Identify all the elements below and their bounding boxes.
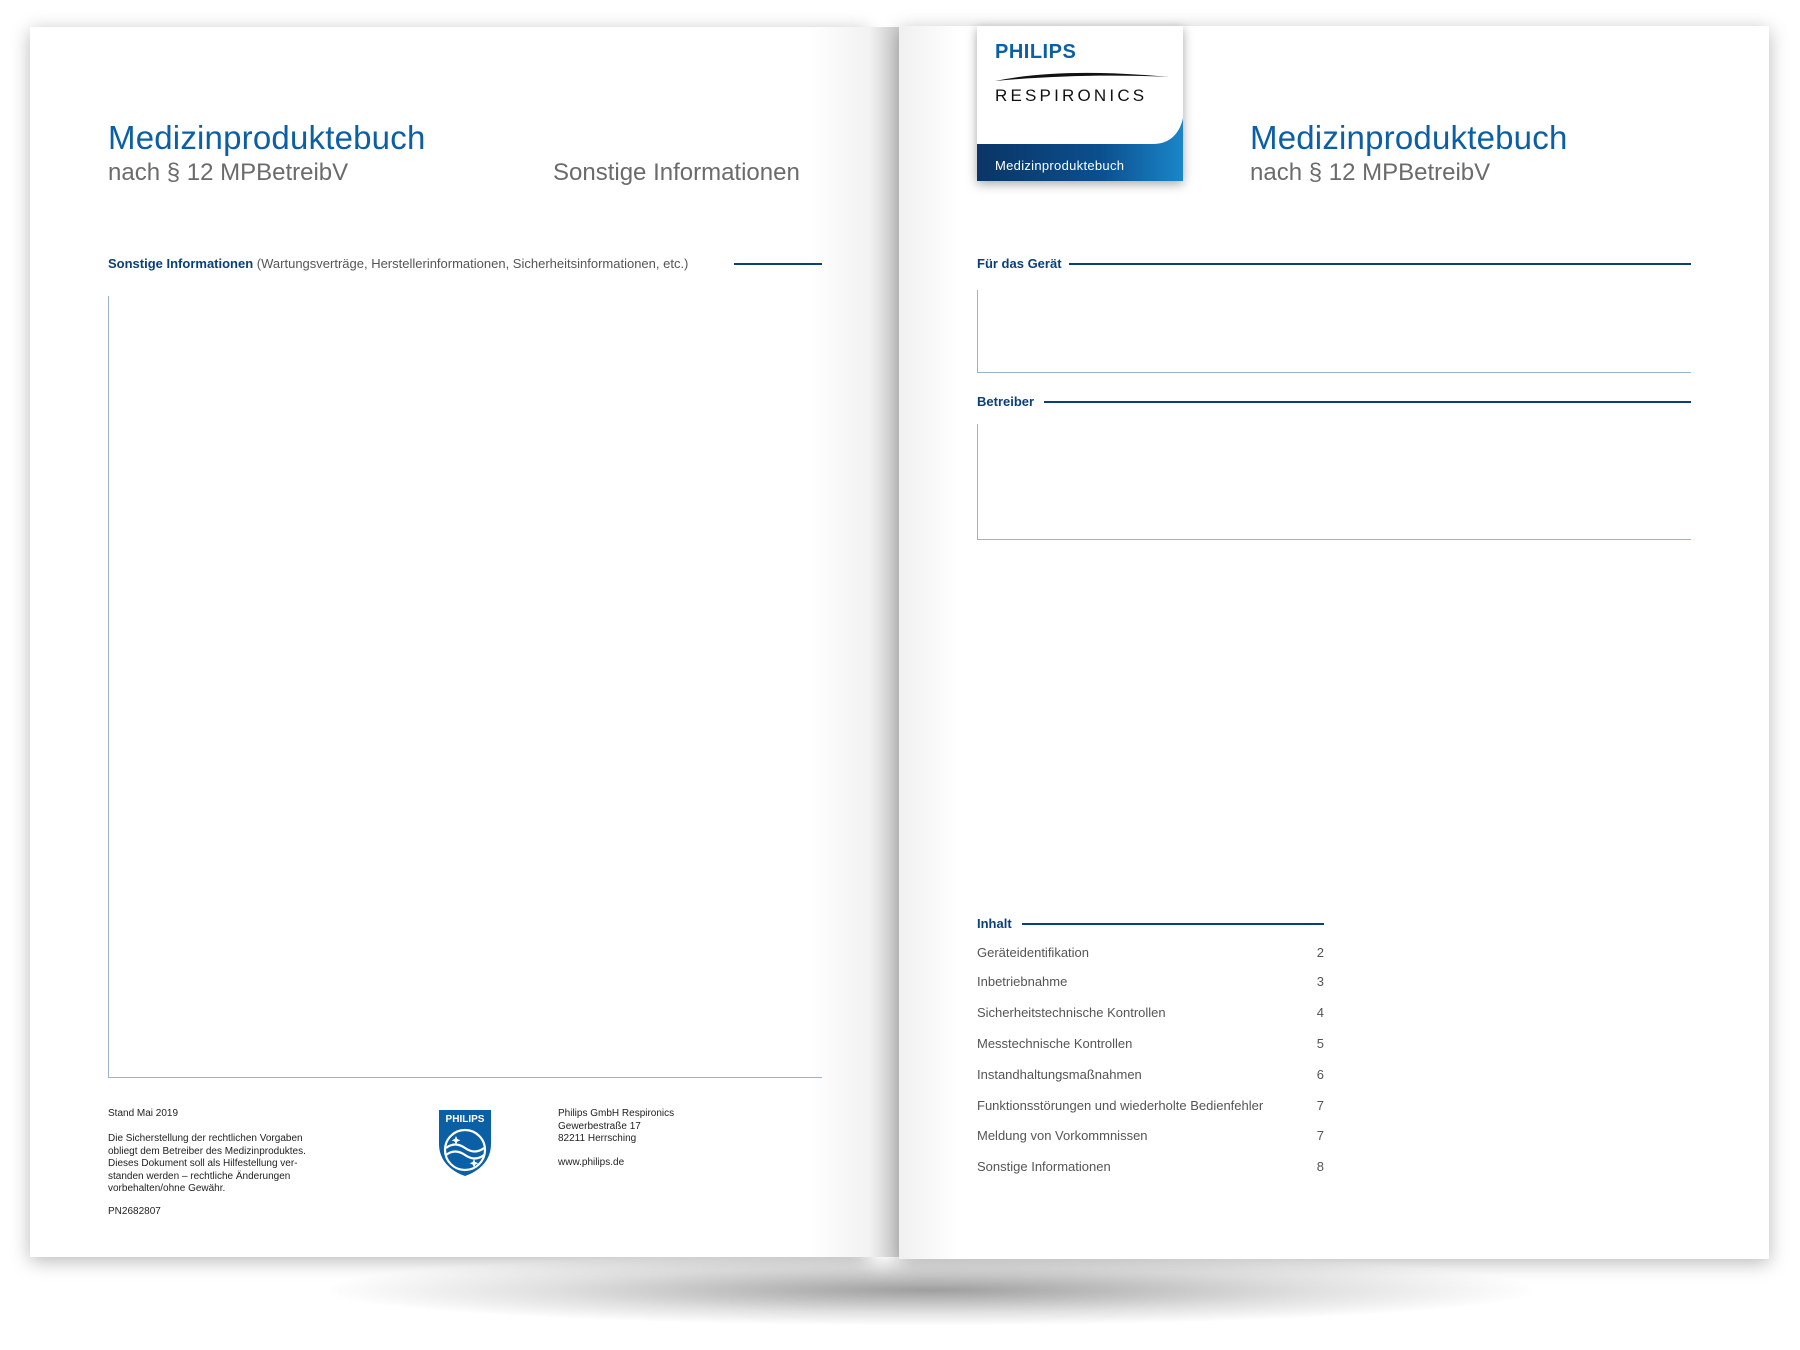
toc-item-sonstige-informationen[interactable]: [977, 1159, 1324, 1174]
other-info-heading-note: (Wartungsverträge, Herstellerinformationen, Sicherheitsinformationen, etc.): [256, 256, 689, 271]
device-heading: Für das Gerät: [977, 256, 1062, 271]
company-line: Gewerbestraße 17: [558, 1120, 641, 1132]
other-info-field[interactable]: [108, 296, 822, 1078]
toc-item-label: Instandhaltungsmaßnahmen: [977, 1067, 1142, 1082]
philips-shield-logo: [437, 1108, 493, 1178]
toc-item-page: 7: [1316, 1098, 1324, 1113]
toc-item-meldung-von-vorkommnissen[interactable]: [977, 1128, 1324, 1143]
toc-item-label: Sonstige Informationen: [977, 1159, 1111, 1174]
toc-heading-rule: [1022, 923, 1324, 925]
toc-item-page: 3: [1316, 974, 1324, 989]
other-info-heading-rule: [734, 263, 822, 265]
toc-item-messtechnische-kontrollen[interactable]: [977, 1036, 1324, 1051]
operator-field[interactable]: [977, 424, 1691, 540]
disclaimer-line: standen werden – rechtliche Änderungen: [108, 1170, 291, 1182]
toc-item-instandhaltungsmassnahmen[interactable]: [977, 1067, 1324, 1082]
brand-tile-band-label: Medizinproduktebuch: [995, 158, 1125, 173]
disclaimer-line: Dieses Dokument soll als Hilfestellung ver-: [108, 1158, 298, 1169]
footer-company-address: [558, 1108, 674, 1146]
toc-item-sicherheitstechnische-kontrollen[interactable]: [977, 1005, 1324, 1020]
footer-part-number: PN2682807: [108, 1206, 161, 1217]
device-heading-rule: [1069, 263, 1691, 265]
toc-heading: Inhalt: [977, 916, 1012, 931]
toc-item-label: Messtechnische Kontrollen: [977, 1036, 1133, 1051]
respironics-swoosh-icon: [993, 70, 1171, 84]
disclaimer-line: vorbehalten/ohne Gewähr.: [108, 1183, 226, 1194]
disclaimer-line: obliegt dem Betreiber des Medizinproduktes.: [108, 1145, 306, 1157]
operator-heading: Betreiber: [977, 394, 1035, 409]
left-page-title: Medizinproduktebuch: [108, 119, 426, 156]
other-info-heading: [108, 256, 688, 271]
toc-item-label: Geräteidentifikation: [977, 945, 1090, 960]
footer-date: Stand Mai 2019: [108, 1108, 179, 1119]
toc-item-page: 5: [1316, 1036, 1324, 1051]
toc-item-label: Inbetriebnahme: [977, 974, 1068, 989]
footer-website-link[interactable]: www.philips.de: [558, 1157, 625, 1168]
company-line: Philips GmbH Respironics: [558, 1108, 675, 1119]
philips-shield-wordmark: PHILIPS: [445, 1114, 485, 1125]
right-page-title: Medizinproduktebuch: [1250, 119, 1568, 156]
booklet-floor-shadow: [330, 1255, 1530, 1325]
toc-item-page: 7: [1316, 1128, 1324, 1143]
toc-item-label: Funktionsstörungen und wiederholte Bedienfehler: [977, 1098, 1264, 1113]
company-line: 82211 Herrsching: [558, 1133, 637, 1144]
left-page-section-title: Sonstige Informationen: [553, 159, 800, 186]
booklet-spine: [868, 27, 899, 1257]
toc-item-geraeteidentifikation[interactable]: [977, 945, 1324, 960]
toc-item-inbetriebnahme[interactable]: [977, 974, 1324, 989]
philips-respironics-brand-tile: [977, 26, 1183, 181]
toc-item-page: 2: [1316, 945, 1324, 960]
toc-item-label: Meldung von Vorkommnissen: [977, 1128, 1148, 1143]
device-field[interactable]: [977, 290, 1691, 373]
toc-item-funktionsstoerungen[interactable]: [977, 1098, 1324, 1113]
left-page-subtitle: nach § 12 MPBetreibV: [108, 159, 349, 186]
toc-item-page: 6: [1316, 1067, 1324, 1082]
right-page-subtitle: nach § 12 MPBetreibV: [1250, 159, 1491, 186]
operator-heading-rule: [1044, 401, 1691, 403]
toc-item-page: 4: [1316, 1005, 1324, 1020]
footer-disclaimer: [108, 1133, 348, 1196]
philips-wordmark: PHILIPS: [995, 41, 1077, 63]
toc-item-page: 8: [1316, 1159, 1324, 1174]
other-info-heading-label: Sonstige Informationen: [108, 256, 254, 271]
respironics-wordmark: RESPIRONICS: [995, 86, 1148, 105]
right-gutter-shade: [899, 26, 959, 1259]
toc-item-label: Sicherheitstechnische Kontrollen: [977, 1005, 1166, 1020]
disclaimer-line: Die Sicherstellung der rechtlichen Vorgaben: [108, 1133, 303, 1144]
